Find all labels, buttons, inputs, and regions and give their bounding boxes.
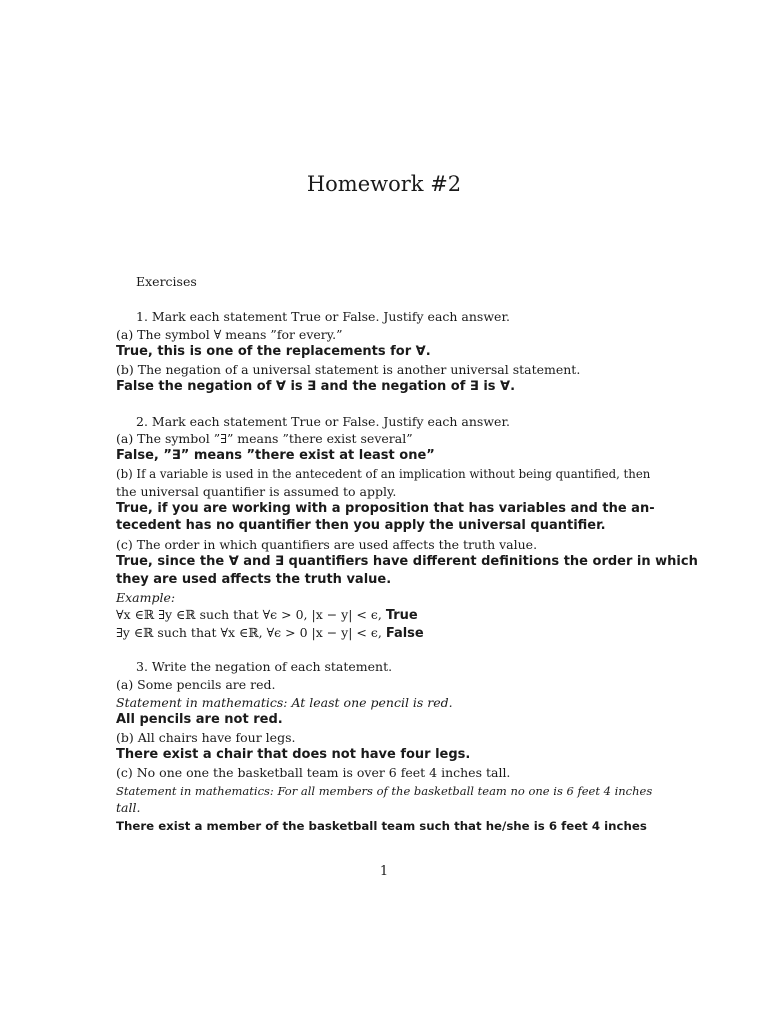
example-2-value: False [385, 626, 424, 641]
q2-c-text: (c) The order in which quantifiers are used affects the truth value. [116, 537, 538, 552]
q2-prompt: 2. Mark each statement True or False. Justify each answer. [136, 414, 511, 429]
q3-a-text: (a) Some pencils are red. [116, 677, 276, 692]
example-label: Example: [116, 590, 176, 605]
q2-b-text-line-2: the universal quantifier is assumed to apply. [116, 484, 397, 499]
page-number: 1 [379, 864, 389, 879]
q1-prompt: 1. Mark each statement True or False. Justify each answer. [136, 309, 511, 324]
q2-b-answer-line-2: tecedent has no quantifier then you apply the universal quantifier. [116, 518, 606, 533]
q1-a-text: (a) The symbol ∀ means ”for every.” [116, 327, 343, 342]
q1-b-text: (b) The negation of a universal statement is another universal statement. [116, 362, 581, 377]
q1-b-answer: False the negation of ∀ is ∃ and the negation of ∃ is ∀. [116, 379, 516, 394]
q3-a-math-statement: Statement in mathematics: At least one pencil is red. [116, 695, 453, 710]
q2-a-text: (a) The symbol ”∃” means ”there exist several” [116, 431, 413, 446]
example-1-value: True [385, 608, 418, 623]
q3-c-math-statement-line-1: Statement in mathematics: For all members of the basketball team no one is 6 feet 4 inches [116, 784, 653, 798]
section-label: Exercises [136, 274, 197, 289]
q2-c-answer-line-1: True, since the ∀ and ∃ quantifiers have different definitions the order in which [116, 554, 698, 569]
q2-c-answer-line-2: they are used affects the truth value. [116, 572, 392, 587]
q3-prompt: 3. Write the negation of each statement. [136, 659, 393, 674]
q3-c-math-statement-line-2: tall. [116, 800, 141, 815]
q3-a-answer: All pencils are not red. [116, 712, 283, 727]
q1-a-answer: True, this is one of the replacements for ∀. [116, 344, 431, 359]
q3-b-text: (b) All chairs have four legs. [116, 730, 296, 745]
example-2 [116, 625, 424, 642]
q2-b-text-line-1: (b) If a variable is used in the antecedent of an implication without being quantified, then [116, 467, 651, 481]
example-1 [116, 607, 418, 624]
q3-c-text: (c) No one one the basketball team is over 6 feet 4 inches tall. [116, 765, 511, 780]
q2-b-answer-line-1: True, if you are working with a proposition that has variables and the an- [116, 501, 655, 516]
q2-a-answer: False, ”∃” means ”there exist at least one” [116, 448, 435, 463]
example-2-expression: ∃y ∈ℝ such that ∀x ∈ℝ, ∀ϵ > 0 |x − y| < ϵ, [116, 625, 382, 640]
q3-c-answer: There exist a member of the basketball team such that he/she is 6 feet 4 inches [116, 819, 647, 833]
example-1-expression: ∀x ∈ℝ ∃y ∈ℝ such that ∀ϵ > 0, |x − y| < ϵ, [116, 607, 382, 622]
q3-b-answer: There exist a chair that does not have four legs. [116, 747, 471, 762]
page-title: Homework #2 [306, 172, 462, 196]
